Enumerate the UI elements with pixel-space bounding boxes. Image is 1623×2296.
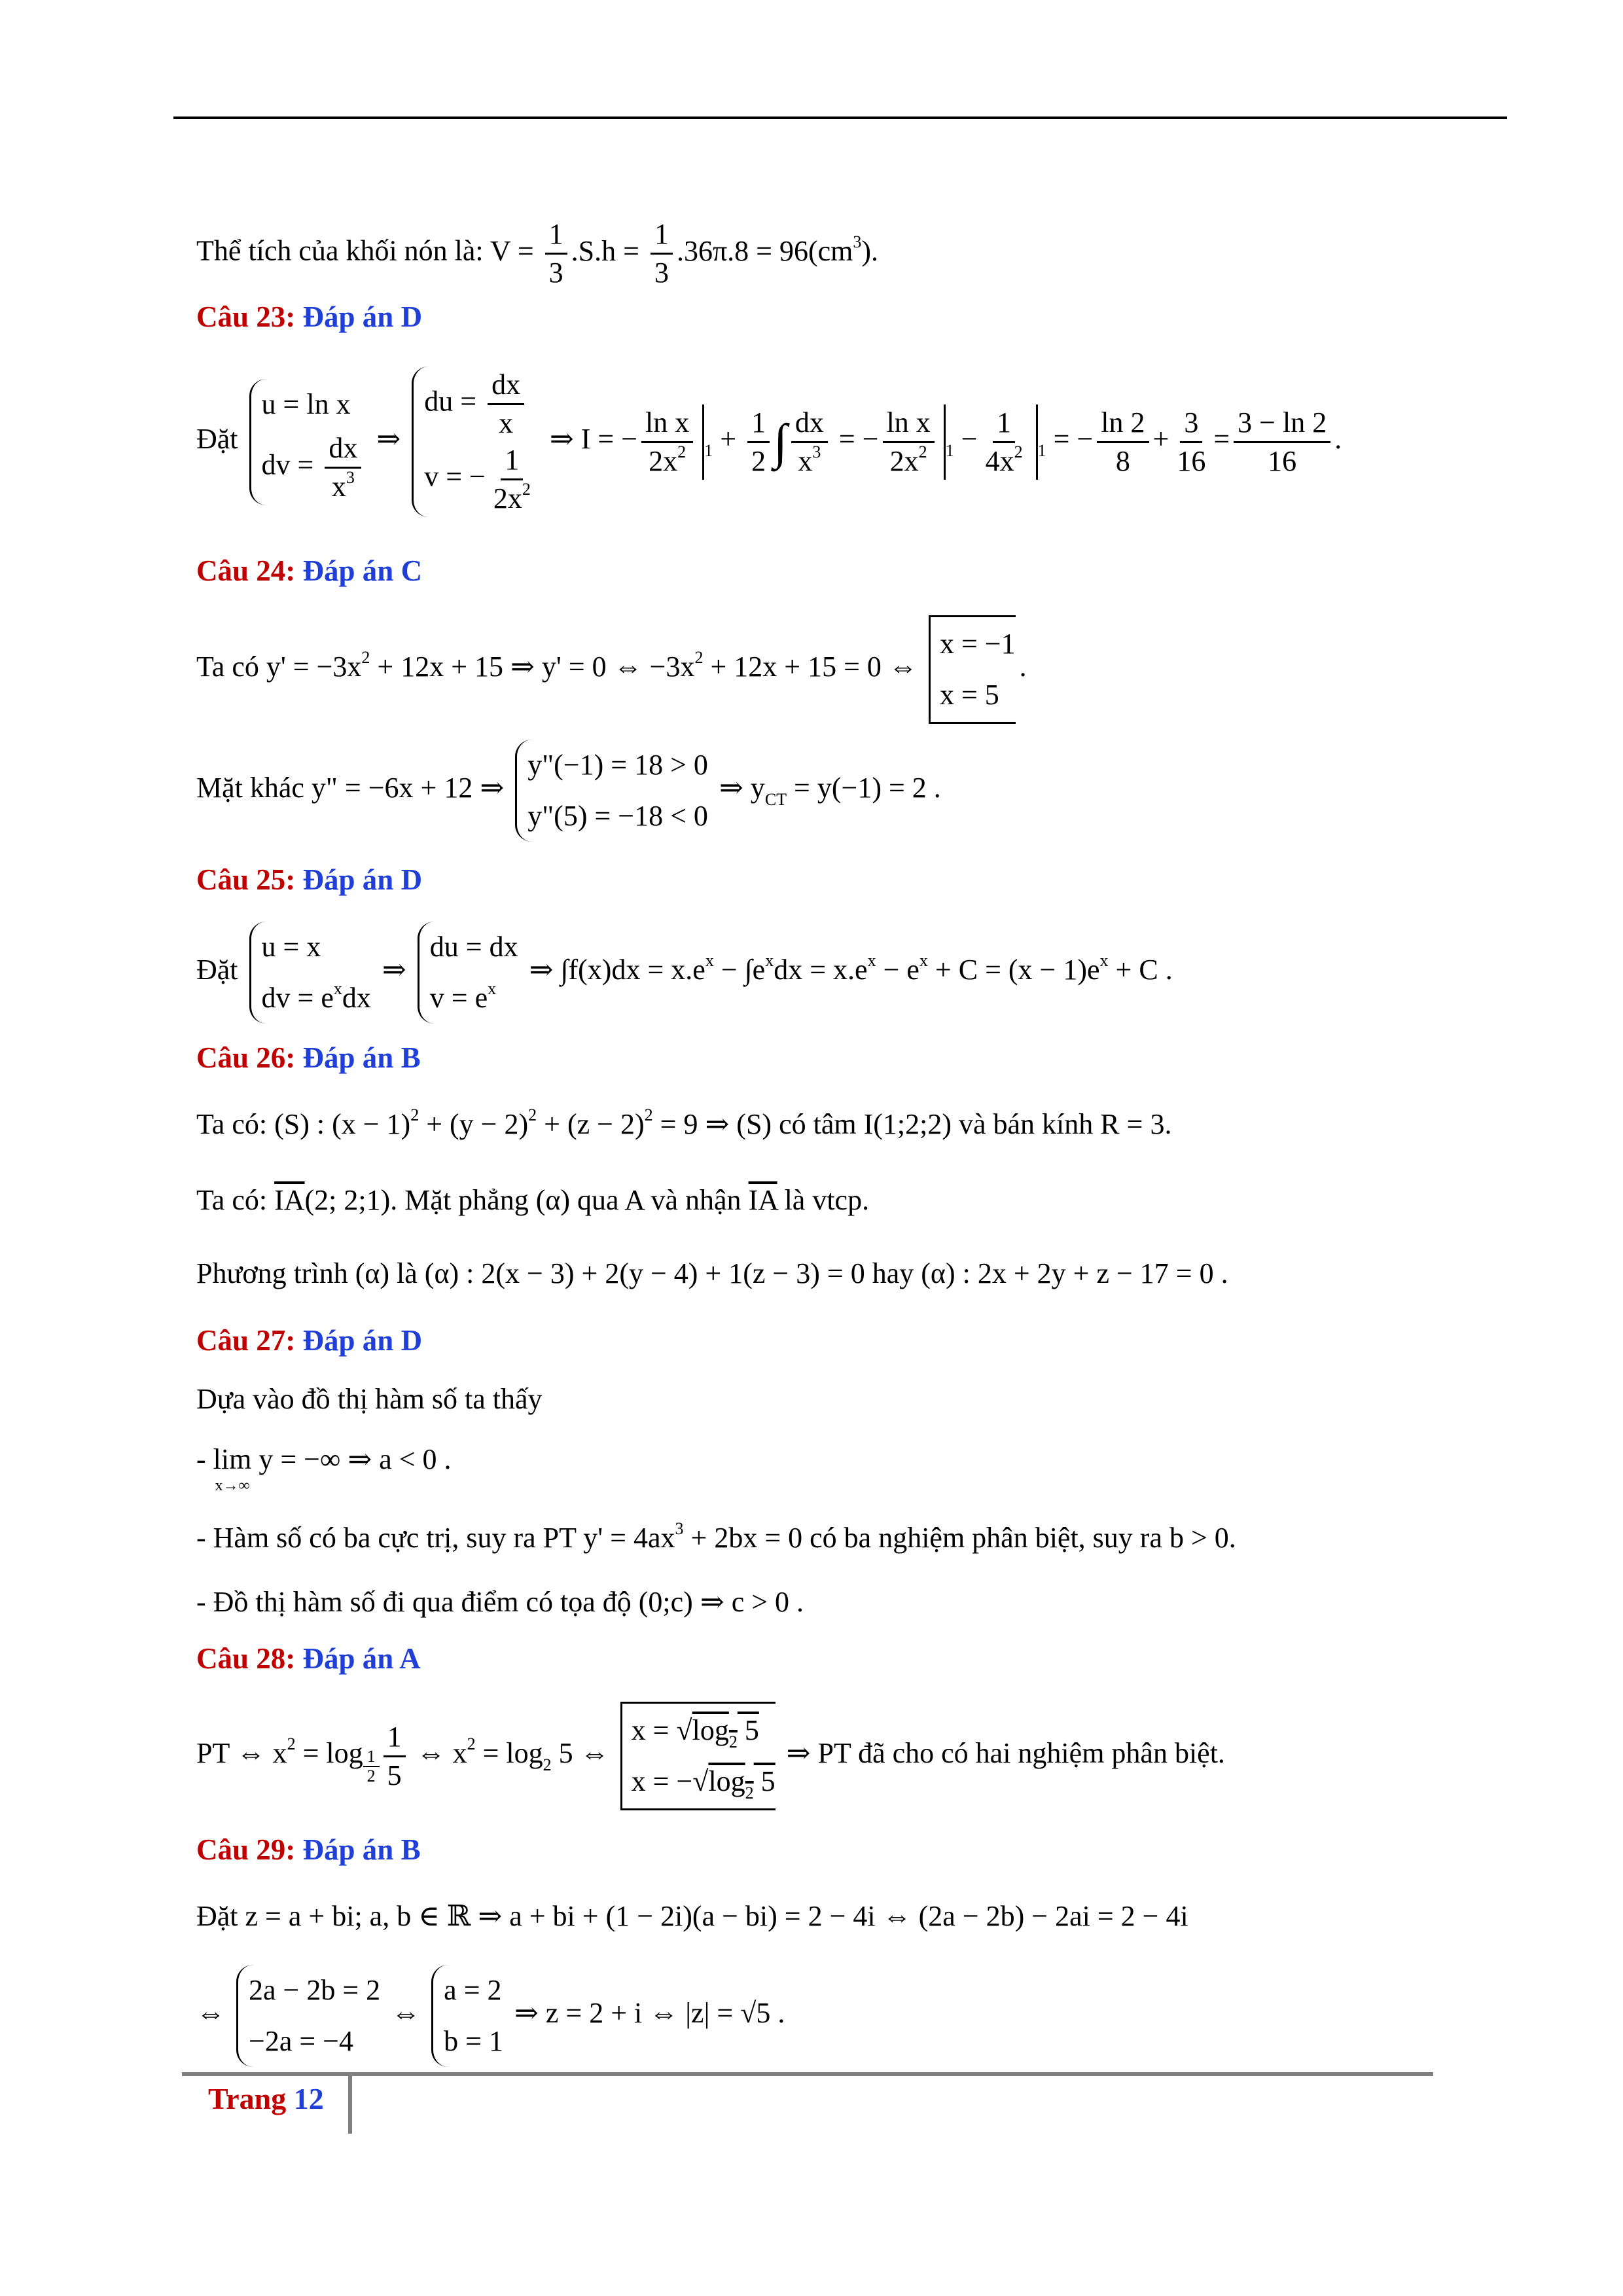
q24-line-2: Mặt khác y" = −6x + 12 ⇒ y"(−1) = 18 > 0 y"(5) = −18 < 0 ⇒ $y_{CT} = y(-1) = 2$ . bbox=[196, 740, 941, 842]
question-heading-24: Câu 24: Đáp án C bbox=[196, 554, 423, 587]
question-heading-27: Câu 27: Đáp án D bbox=[196, 1324, 423, 1357]
question-heading-29: Câu 29: Đáp án B bbox=[196, 1833, 421, 1866]
q28-solution: PT ⇔ $x^2 = \log$ $_{\frac{1}{2}}$ $\frac{1}{5}$ ⇔ $x^2 = \log_2 5$ ⇔ $x = √\log_2$ 5 $x = -√\log_2$ 5 ⇒ PT đã cho có hai nghiệm phân biệt. bbox=[196, 1702, 1225, 1810]
intro-text: Thể tích của khối nón là: bbox=[196, 234, 484, 267]
q26-line-2: Ta có: $\overline{IA}(2$; 2;1). Mặt phẳng (α) qua A và nhận $\overline{IA}$ là vtcp. bbox=[196, 1184, 870, 1216]
footer-rule bbox=[182, 2072, 1433, 2076]
q29-line-2: ⇔ 2a − 2b = 2 −2a = −4 ⇔ a = 2 b = 1 ⇒ z = 2 + i ⇔ |z| = √5 . bbox=[196, 1965, 785, 2067]
intro-formula: V = $\frac{1}{3}$ .S.h = $\frac{1}{3}$ $.36\pi.8 = 96(cm^3)$. bbox=[490, 235, 878, 267]
q29-line-1: Đặt z = a + bi; a, b ∈ ℝ ⇒ a + bi + (1 − 2i)(a − bi) = 2 − 4i ⇔ (2a − 2b) − 2ai = 2 − 4i bbox=[196, 1900, 1188, 1932]
footer-word: Trang bbox=[208, 2082, 287, 2115]
footer-divider bbox=[348, 2076, 352, 2134]
q27-line-4: - Đồ thị hàm số đi qua điểm có tọa độ (0;c) ⇒ c > 0 . bbox=[196, 1586, 804, 1618]
q26-line-1: Ta có: (S) : $(x - 1)^2 + (y - 2)^2 + (z - 2)^2 = 9$ ⇒ (S) có tâm I(1;2;2) và bán kính R = 3. bbox=[196, 1105, 1172, 1140]
q26-line-3: Phương trình (α) là (α) : 2(x − 3) + 2(y − 4) + 1(z − 3) = 0 hay (α) : 2x + 2y + z − 17 = 0 . bbox=[196, 1257, 1228, 1289]
question-heading-23: Câu 23: Đáp án D bbox=[196, 300, 423, 333]
q25-solution: Đặt u = x dv = $e^xdx$ ⇒ du = dx $v = e^x$ ⇒ $\int f(x)dx = x.e^x - \int e^xdx = x.e^x - e^x + C = (x - 1)e^x + C$ . bbox=[196, 922, 1173, 1024]
question-heading-25: Câu 25: Đáp án D bbox=[196, 863, 423, 896]
question-heading-26: Câu 26: Đáp án B bbox=[196, 1041, 421, 1074]
page-footer bbox=[208, 2081, 324, 2116]
q27-line-2: - lim x→∞ y = −∞ ⇒ a < 0 . bbox=[196, 1443, 452, 1494]
q27-line-3: - Hàm số có ba cực trị, suy ra PT $y' = 4ax^3 + 2bx = 0$ có ba nghiệm phân biệt, suy ra b > 0. bbox=[196, 1519, 1236, 1554]
intro-line bbox=[196, 216, 878, 291]
page-number: 12 bbox=[293, 2082, 324, 2115]
q24-line-1: Ta có $y' = -3x^2 + 12x + 15$ ⇒ y' = 0 ⇔ $-3x^2 + 12x + 15 = 0$ ⇔ x = −1 x = 5 . bbox=[196, 615, 1027, 724]
header-rule bbox=[173, 117, 1507, 119]
q23-solution: Đặt u = ln x dv = $\frac{dx}{x^3}$ ⇒ du = $\frac{dx}{x}$ v = − $\frac{1}{2x^2}$ ⇒ I = − $\frac{\text{ln x}}{2x^2}$ $_1$ + $\frac{1}{2}$ ∫ $\frac{dx}{x^3}$ = − $\frac{\text{ln x}}{2x^2}$ $_1$ − $\frac{1}{4x^2}$ $_1$ = − $\frac{\ln 2}{8}$ + $\frac{3}{16}$ = $\frac{3 - \ln 2}{16}$ . bbox=[196, 367, 1342, 517]
question-heading-28: Câu 28: Đáp án A bbox=[196, 1642, 421, 1675]
q27-line-1: Dựa vào đồ thị hàm số ta thấy bbox=[196, 1383, 543, 1415]
